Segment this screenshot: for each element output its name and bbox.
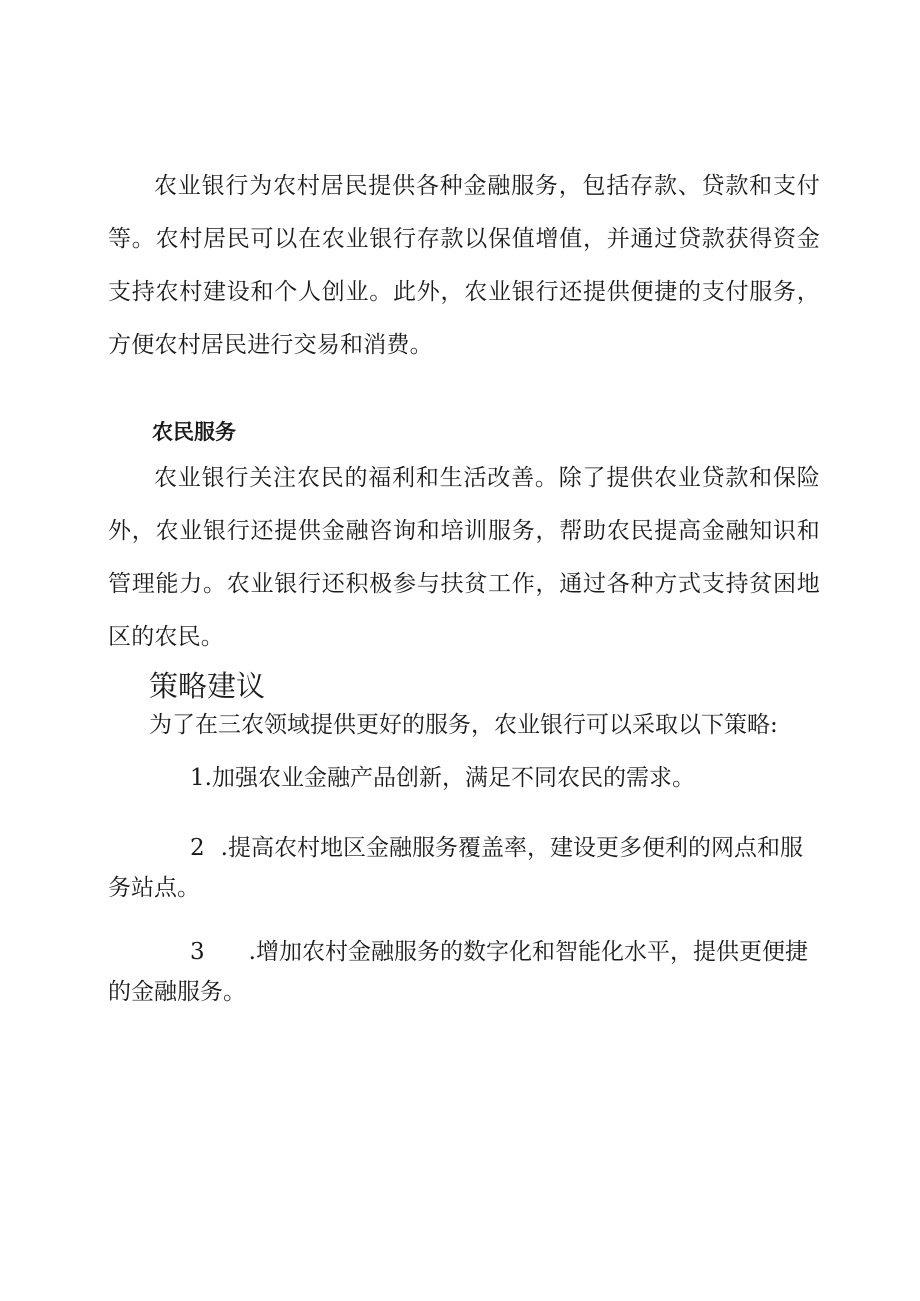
strategy-item-1	[108, 758, 820, 798]
intro-paragraph: 农业银行为农村居民提供各种金融服务，包括存款、贷款和支付等。农村居民可以在农业银行存款以保值增值，并通过贷款获得资金支持农村建设和个人创业。此外，农业银行还提供便捷的支付服务，方便农村居民进行交易和消费。	[108, 173, 820, 358]
strategy-intro: 为了在三农领域提供更好的服务，农业银行可以采取以下策略:	[149, 712, 778, 738]
strategy-item-number: 3	[190, 939, 205, 965]
strategy-item-3	[108, 932, 820, 1012]
strategy-item-number: 2	[190, 835, 205, 861]
strategy-item-text: 加强农业金融产品创新，满足不同农民的需求。	[211, 765, 695, 791]
section-heading-strategy: 策略建议	[149, 669, 266, 703]
section-heading-farmer-services: 农民服务	[152, 420, 236, 444]
strategy-item-number: 1.	[190, 765, 212, 791]
farmer-services-paragraph: 农业银行关注农民的福利和生活改善。除了提供农业贷款和保险外，农业银行还提供金融咨询和培训服务，帮助农民提高金融知识和管理能力。农业银行还积极参与扶贫工作，通过各种方式支持贫困地区的农民。	[108, 465, 820, 650]
strategy-item-text: .增加农村金融服务的数字化和智能化水平，提供更便捷的金融服务。	[108, 939, 808, 1005]
strategy-item-2	[108, 828, 820, 908]
strategy-item-text: .提高农村地区金融服务覆盖率，建设更多便利的网点和服务站点。	[108, 835, 803, 901]
